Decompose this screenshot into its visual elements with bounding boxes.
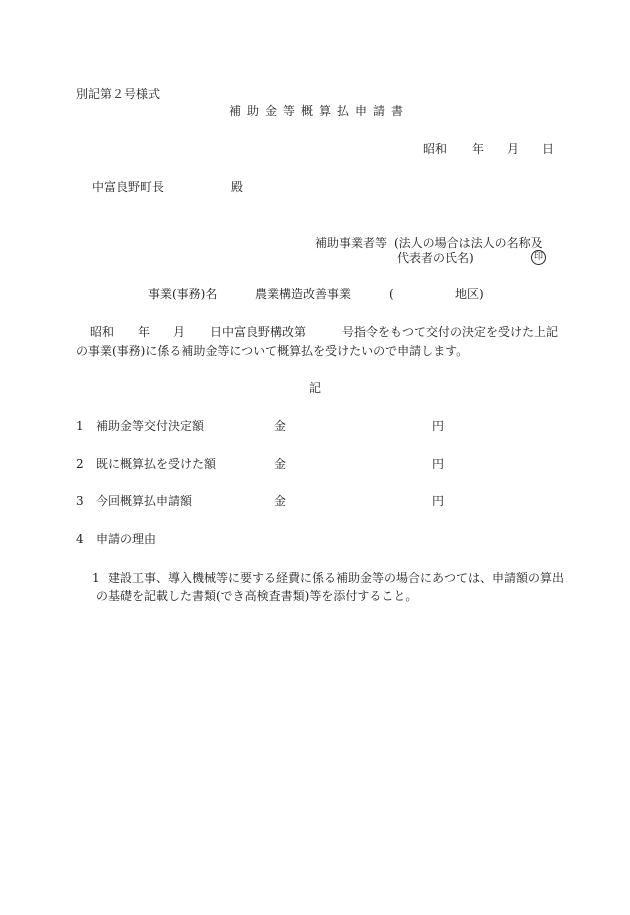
body-era: 昭和 [90,325,115,339]
ki-heading: 記 [309,381,322,395]
applicant-label: 補助事業者等 [315,236,388,250]
note-number: 1 [92,571,100,585]
addressee-name: 中富良野町長 [92,180,165,194]
body-line2: の事業(事務)に係る補助金等について概算払を受けたいので申請します。 [76,344,469,358]
form-label: 別記第２号様式 [76,87,161,101]
seal-mark-icon: 印 [531,250,546,265]
item-label: 補助金等交付決定額 [96,419,205,433]
note-line2: の基礎を記載した書類(でき高検査書類)等を添付すること。 [96,589,418,603]
item-number: 4 [76,532,84,546]
project-area: 地区) [455,287,484,301]
project-name: 農業構造改善事業 [255,287,352,301]
item-label: 既に概算払を受けた額 [96,457,217,471]
item-yen: 円 [432,419,445,433]
item-kin: 金 [274,494,287,508]
body-line1-rest: 号指令をもつて交付の決定を受けた上記 [342,325,559,339]
body-year: 年 [138,325,151,339]
item-number: 2 [76,457,84,471]
item-yen: 円 [432,457,445,471]
date-month: 月 [507,142,520,156]
body-day-text: 日中富良野構改第 [210,325,307,339]
body-month: 月 [173,325,186,339]
date-era: 昭和 [423,142,448,156]
note-line1: 建設工事、導入機械等に要する経費に係る補助金等の場合にあつては、申請額の算出 [108,571,565,585]
date-year: 年 [472,142,485,156]
item-yen: 円 [432,494,445,508]
date-day: 日 [542,142,555,156]
applicant-note-line2: 代表者の氏名) [397,251,474,265]
item-number: 3 [76,494,84,508]
item-kin: 金 [274,457,287,471]
item-label: 今回概算払申請額 [96,494,193,508]
item-label: 申請の理由 [96,532,157,546]
addressee-honorific: 殿 [231,180,244,194]
item-number: 1 [76,419,84,433]
project-paren-open: ( [389,287,394,301]
applicant-note-line1: (法人の場合は法人の名称及 [394,236,543,250]
project-label: 事業(事務)名 [148,287,218,301]
item-kin: 金 [274,419,287,433]
document-title: 補助金等概算払申請書 [229,104,410,118]
